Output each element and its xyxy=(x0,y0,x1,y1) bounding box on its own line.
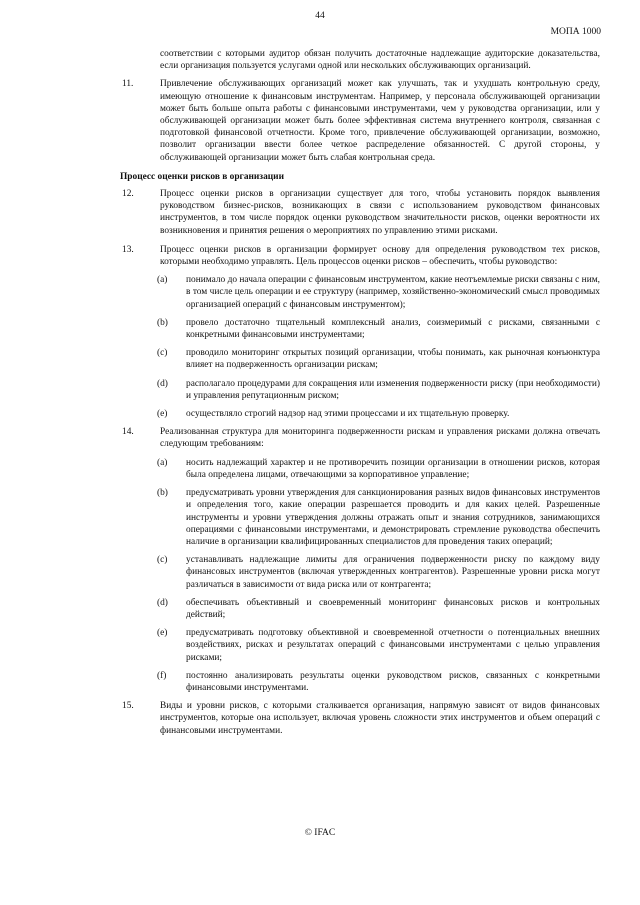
list-item-text: устанавливать надлежащие лимиты для ограничения подверженности риску по каждому виду финансовых инструментов (включая утвержденных контрагентов). Разрешенные уровни риска могут различаться в зависимости от вида риска или от контрагента; xyxy=(186,555,600,590)
section-heading: Процесс оценки рисков в организации xyxy=(120,171,284,182)
paragraph-number: 12. xyxy=(122,189,134,200)
list-item xyxy=(157,457,600,481)
page-number: 44 xyxy=(315,11,325,21)
list-item-text: предусматривать уровни утверждения для санкционирования разных видов финансовых инструментов и определения того, какие операции разрешается проводить и для каких целей. Разрешенные инструменты и уровни утверждения должны отражать опыт и знания сотрудников, занимающихся операциями с финансовыми инструментами, и демонстрировать стремление руководства обеспечить наличие в организации квалифицированных специалистов для проведения таких операций; xyxy=(186,488,600,547)
paragraph-11 xyxy=(122,78,600,163)
list-item-letter: (d) xyxy=(157,378,168,389)
paragraph-text: Виды и уровни рисков, с которыми сталкивается организация, напрямую зависят от видов финансовых инструментов, которые она использует, включая уровень сложности этих инструментов и объем операций с финансовыми инструментами. xyxy=(160,701,600,736)
list-item xyxy=(157,670,600,694)
paragraph-14-list xyxy=(157,457,600,694)
list-item-letter: (b) xyxy=(157,317,168,328)
list-item-letter: (f) xyxy=(157,670,167,681)
page-body xyxy=(0,48,640,737)
paragraph-text: Процесс оценки рисков в организации существует для того, чтобы установить порядок выявления руководством бизнес-рисков, возникающих в связи с использованием руководством финансовых инструментов, в том числе порядок оценки руководством значительности рисков, оценки вероятности их возникновения и принятия решения о мероприятиях по управлению этими рисками. xyxy=(160,189,600,236)
list-item xyxy=(157,627,600,664)
list-item-letter: (c) xyxy=(157,555,168,566)
list-item xyxy=(157,487,600,548)
list-item xyxy=(157,274,600,311)
paragraph-number: 11. xyxy=(122,79,134,90)
list-item-text: осуществляло строгий надзор над этими процессами и их тщательную проверку. xyxy=(186,409,510,420)
continuation-paragraph: соответствии с которыми аудитор обязан получить достаточные надлежащие аудиторские доказательства, если организация пользуется услугами одной или нескольких обслуживающих организаций. xyxy=(160,49,600,72)
list-item-letter: (d) xyxy=(157,597,168,608)
paragraph-text: Процесс оценки рисков в организации формирует основу для определения руководством тех рисков, которыми необходимо управлять. Цель процессов оценки рисков – обеспечить, чтобы руководство: xyxy=(160,244,600,268)
list-item-text: располагало процедурами для сокращения или изменения подверженности риску (при необходимости) и управления репутационным риском; xyxy=(186,378,600,401)
list-item xyxy=(157,347,600,371)
list-item xyxy=(157,317,600,341)
list-item xyxy=(157,597,600,621)
list-item-letter: (a) xyxy=(157,457,168,468)
paragraph-number: 13. xyxy=(122,244,134,255)
list-item-text: обеспечивать объективный и своевременный мониторинг финансовых рисков и контрольных действий; xyxy=(186,597,600,620)
list-item-letter: (e) xyxy=(157,628,168,639)
list-item-text: понимало до начала операции с финансовым инструментом, какие неотъемлемые риски связаны с ним, в том числе цель операции и ее структуру (например, хозяйственно-экономический смысл проводимых организацией операций с финансовым инструментом); xyxy=(186,275,600,310)
list-item-text: предусматривать подготовку объективной и своевременной отчетности о потенциальных внешних воздействиях, рисках и результатах операций с финансовыми инструментами с целью управления рисками; xyxy=(186,628,600,663)
list-item-letter: (a) xyxy=(157,275,168,286)
list-item-text: носить надлежащий характер и не противоречить позиции организации в отношении рисков, которая была определена лицами, отвечающими за корпоративное управление; xyxy=(186,457,600,480)
paragraph-13 xyxy=(122,244,600,268)
paragraph-15 xyxy=(122,700,600,737)
list-item xyxy=(157,378,600,402)
paragraph-text: Привлечение обслуживающих организаций может как улучшать, так и ухудшать контрольную среду, имеющую отношение к финансовым инструментам. Например, у персонала обслуживающей организации может быть больше опыта работы с финансовыми инструментами, чем у руководства организации, или у обслуживающей организации может быть более эффективная система внутреннего контроля, связанная с подготовкой финансовой отчетности. Кроме того, привлечение обслуживающей организации, возможно, позволит организации ввести более четкое распределение обязанностей. С другой стороны, у обслуживающей организации может быть слабая контрольная среда. xyxy=(160,79,600,163)
paragraph-number: 14. xyxy=(122,427,134,438)
paragraph-text: Реализованная структура для мониторинга подверженности рискам и управления рисками должна отвечать следующим требованиям: xyxy=(160,427,600,450)
list-item-text: проводило мониторинг открытых позиций организации, чтобы понимать, как рыночная конъюнктура влияет на подверженность организации рискам; xyxy=(186,348,600,371)
copyright-footer: © IFAC xyxy=(304,828,336,838)
list-item-text: постоянно анализировать результаты оценки руководством рисков, связанных с конкретными финансовыми инструментами. xyxy=(186,670,600,693)
list-item-letter: (c) xyxy=(157,348,168,359)
paragraph-12 xyxy=(122,188,600,237)
paragraph-number: 15. xyxy=(122,701,134,712)
paragraph-13-list xyxy=(157,274,600,420)
list-item-letter: (e) xyxy=(157,409,168,420)
paragraph-14 xyxy=(122,426,600,450)
list-item xyxy=(157,408,600,420)
list-item-text: провело достаточно тщательный комплексный анализ, соизмеримый с рисками, связанными с конкретными финансовыми инструментами; xyxy=(186,317,600,341)
list-item xyxy=(157,554,600,591)
list-item-letter: (b) xyxy=(157,488,168,499)
document-code: МОПА 1000 xyxy=(550,27,601,37)
